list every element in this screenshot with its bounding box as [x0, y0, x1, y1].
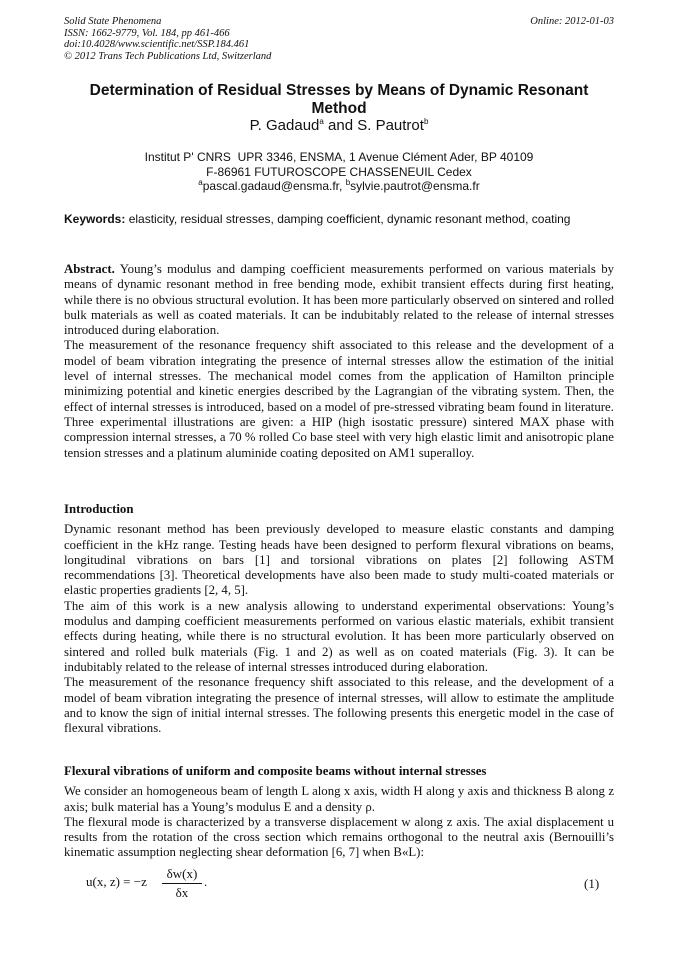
introduction-paragraph-2: The aim of this work is a new analysis allowing to understand experimental observations: Young’s modulus and damping coefficient measurements performed on various elastic materials, exhibit transient effects during heating, while there is no structural evolution. It has been more particularly observed on sintered and rolled bulk materials (Fig. 1 and 2) as well as on coated materials (Fig. 3). It can be indubitably related to the release of internal stresses introduced during elaboration. [64, 598, 614, 674]
email-a-mark: a [198, 178, 203, 187]
keywords-text: elasticity, residual stresses, damping coefficient, dynamic resonant method, coating [125, 212, 571, 226]
introduction-section [64, 502, 614, 736]
flexural-section [64, 764, 614, 861]
flexural-paragraph-2: The flexural mode is characterized by a transverse displacement w along z axis. The axial displacement u results from the rotation of the cross section which remains orthogonal to the neutral axis (Bernouilli’s kinematic assumption neglecting shear deformation [6, 7] when B«L): [64, 814, 614, 860]
author-2: S. Pautrot [357, 117, 424, 134]
copyright-line: © 2012 Trans Tech Publications Ltd, Switzerland [64, 50, 272, 62]
keywords-label: Keywords: [64, 212, 126, 226]
abstract-section [64, 262, 614, 461]
flexural-heading: Flexural vibrations of uniform and composite beams without internal stresses [64, 764, 487, 778]
introduction-heading: Introduction [64, 502, 134, 516]
equation-number: (1) [584, 876, 600, 891]
author-1-mark: a [319, 117, 324, 126]
online-date: Online: 2012-01-03 [530, 16, 614, 27]
author-line [64, 117, 614, 134]
author-1: P. Gadaud [249, 117, 320, 134]
email-a: pascal.gadaud@ensma.fr, [202, 179, 346, 193]
email-b: sylvie.pautrot@ensma.fr [350, 179, 480, 193]
equation-numerator: δw(x) [162, 866, 202, 884]
abstract-text-1: Young’s modulus and damping coefficient measurements performed on various materials by means of dynamic resonant method in free bending mode, exhibit transient effects during first heating, while there is no obvious structural evolution. It has been more particularly observed on sintered and rolled bulk materials as well as coated materials. It can be indubitably related to the release of internal stresses introduced during elaboration. [64, 262, 614, 338]
author-conjunction: and [323, 117, 358, 134]
affiliation-line-2: F-86961 FUTUROSCOPE CHASSENEUIL Cedex [206, 164, 472, 179]
journal-header [64, 16, 271, 62]
journal-name: Solid State Phenomena [64, 16, 162, 27]
equation-lhs: u(x, z) = −z [86, 874, 147, 889]
equation-denominator: δx [175, 885, 189, 900]
equation-fraction [162, 866, 202, 901]
issn-line: ISSN: 1662-9779, Vol. 184, pp 461-466 [64, 27, 230, 39]
equation-period: . [204, 874, 208, 889]
email-line [64, 179, 614, 194]
abstract-paragraph-2: The measurement of the resonance frequency shift associated to this release and the development of a model of beam vibration integrating the presence of internal stresses allow the estimation of the initial level of internal stresses. The mechanical model comes from the application of Hamilton principle minimizing potential and kinetic energies described by the Lagrangian of the vibrating system. Then, the effect of internal stresses is introduced, based on a model of pre-stressed vibrating beam found in literature. [64, 338, 614, 414]
abstract-paragraph-3: Three experimental illustrations are given: a HIP (high isostatic pressure) sintered MAX phase with compression internal stresses, a 70 % rolled Co base steel with very high elastic limit and anisotropic plane tension stresses and a platinum aluminide coating deposited on AM1 superalloy. [64, 414, 614, 460]
doi-line: doi:10.4028/www.scientific.net/SSP.184.461 [64, 39, 250, 50]
introduction-paragraph-3: The measurement of the resonance frequency shift associated to this release, and the development of a model of beam vibration integrating the presence of internal stresses, will allow to estimate the amplitude and to know the sign of initial internal stresses. The following presents this energetic model in the case of flexural vibrations. [64, 675, 614, 736]
abstract-paragraph-1 [64, 262, 614, 338]
keywords [64, 212, 614, 226]
author-2-mark: b [423, 117, 429, 126]
email-b-mark: b [345, 178, 351, 187]
affiliation-block [64, 150, 614, 194]
abstract-label: Abstract. [64, 262, 115, 276]
introduction-paragraph-1: Dynamic resonant method has been previously developed to measure elastic constants and damping coefficient in the kHz range. Testing heads have been designed to perform flexural vibrations on beams, longitudinal vibrations on bars [1] and torsional vibrations on plates [2] following ASTM recommendations [3]. Theoretical developments have also been made to study multi-coated materials or elastic properties gradients [2, 4, 5]. [64, 522, 614, 598]
affiliation-line-1: Institut P' CNRS UPR 3346, ENSMA, 1 Avenue Clément Ader, BP 40109 [144, 150, 534, 164]
flexural-paragraph-1: We consider an homogeneous beam of length L along x axis, width H along y axis and thickness B along z axis; bulk material has a Young’s modulus E and a density ρ. [64, 784, 614, 814]
paper-title: Determination of Residual Stresses by Means of Dynamic Resonant Method [89, 82, 589, 117]
